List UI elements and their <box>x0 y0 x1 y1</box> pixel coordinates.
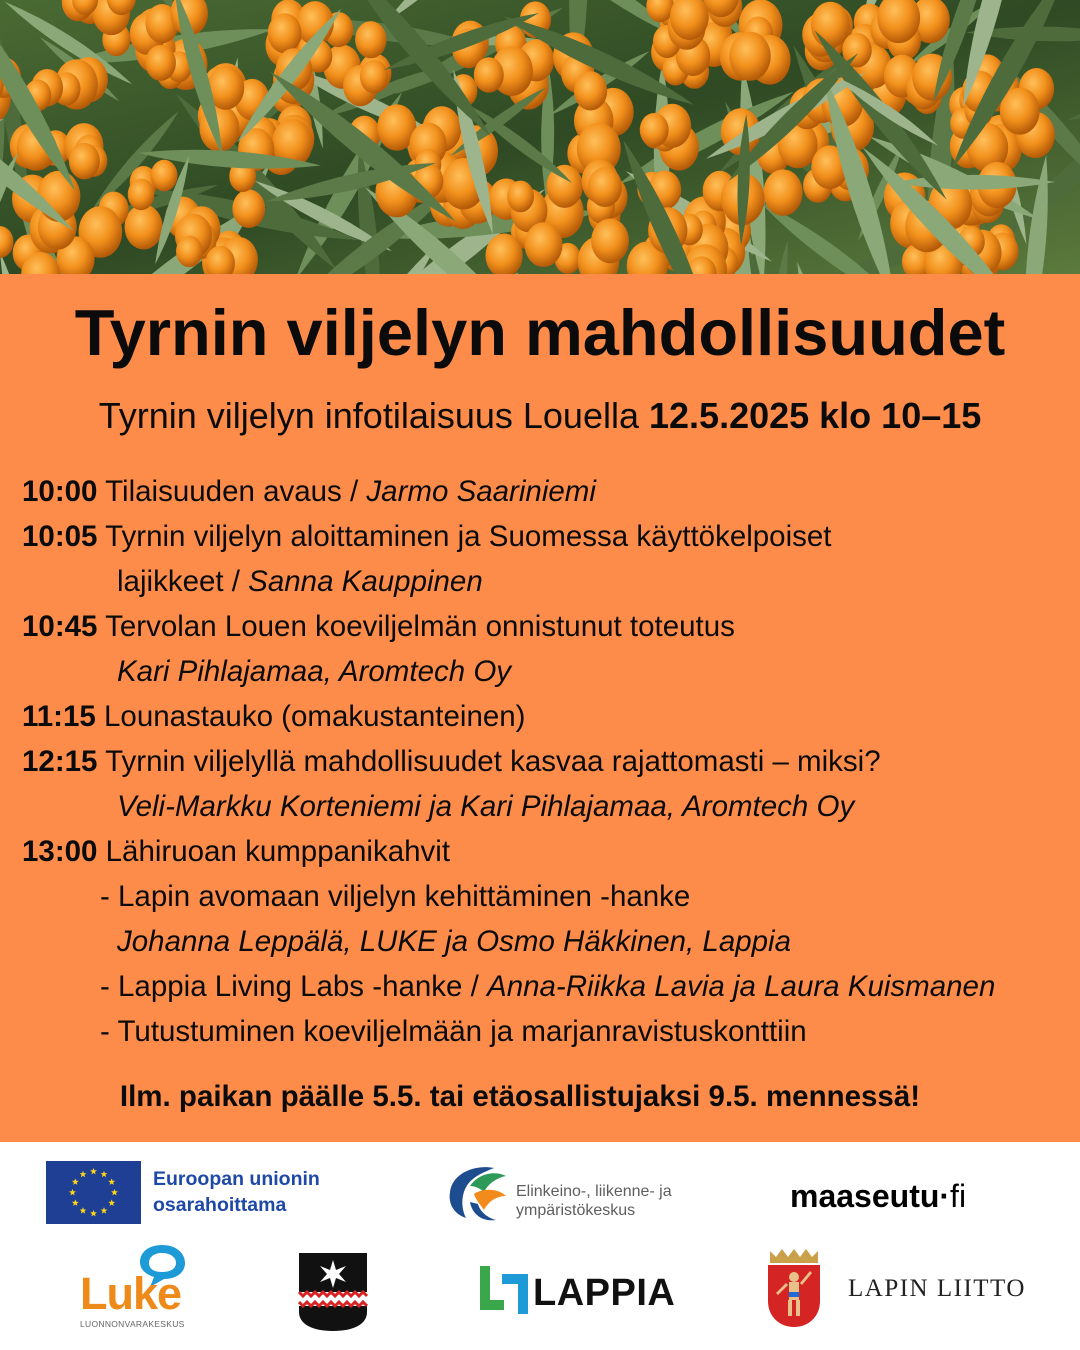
lapin-liitto-crest-icon <box>764 1247 824 1329</box>
program-subitem: - Lapin avomaan viljelyn kehittäminen -hanke <box>100 880 691 913</box>
program-list <box>22 469 1072 1054</box>
program-subitem: - Tutustuminen koeviljelmään ja marjanravistuskonttiin <box>100 1015 807 1048</box>
luke-logo-text: Luke <box>80 1268 182 1319</box>
eu-line1: Euroopan unionin <box>153 1168 320 1190</box>
logo-bar <box>0 1142 1080 1350</box>
ely-line1: Elinkeino-, liikenne- ja <box>516 1183 672 1200</box>
program-text: Tyrnin viljelyllä mahdollisuudet kasvaa rajattomasti – miksi? <box>97 745 881 778</box>
luke-subtitle: LUONNONVARAKESKUS <box>80 1319 185 1329</box>
program-time: 13:00 <box>22 835 98 868</box>
registration-note: Ilm. paikan päälle 5.5. tai etäosallistujaksi 9.5. mennessä! <box>119 1080 921 1113</box>
program-time: 11:15 <box>22 700 96 733</box>
program-item <box>22 739 1072 784</box>
ely-text <box>516 1182 672 1220</box>
lapin-liitto-text: LAPIN LIITTO <box>848 1275 1026 1302</box>
ely-line2: ympäristökeskus <box>516 1202 636 1219</box>
program-item-continued <box>22 559 1072 604</box>
program-speaker: Jarmo Saariniemi <box>366 475 596 508</box>
maaseutu-dot: · <box>939 1178 951 1214</box>
event-date: 12.5.2025 klo 10–15 <box>649 395 982 436</box>
program-speaker: Kari Pihlajamaa, Aromtech Oy <box>117 655 512 688</box>
ely-logo-icon <box>444 1162 510 1226</box>
program-item <box>22 469 1072 514</box>
tervola-coat-of-arms-icon <box>298 1252 368 1332</box>
maaseutu-logo <box>790 1176 966 1216</box>
sea-buckthorn-photo <box>0 0 1080 274</box>
program-subitem-text: - Lappia Living Labs -hanke / <box>100 970 488 1003</box>
program-text: Tervolan Louen koeviljelmän onnistunut toteutus <box>97 610 735 643</box>
eu-line2: osarahoittama <box>153 1194 287 1216</box>
program-item <box>22 694 1072 739</box>
program-text: Tilaisuuden avaus / <box>97 475 367 508</box>
program-time: 10:45 <box>22 610 98 643</box>
event-subtitle <box>0 392 1080 440</box>
program-speaker: Sanna Kauppinen <box>248 565 483 598</box>
program-text: lajikkeet / <box>117 565 249 598</box>
lappia-mark-icon <box>478 1262 530 1318</box>
program-text: Lähiruoan kumppanikahvit <box>97 835 451 868</box>
program-subitem <box>22 964 1072 1009</box>
program-speaker: Johanna Leppälä, LUKE ja Osmo Häkkinen, Lappia <box>117 925 792 958</box>
program-speaker: Veli-Markku Korteniemi ja Kari Pihlajamaa, Aromtech Oy <box>117 790 855 823</box>
hero-photo <box>0 0 1080 274</box>
program-speaker: Anna-Riikka Lavia ja Laura Kuismanen <box>487 970 996 1003</box>
lappia-logo-text: LAPPIA <box>533 1272 676 1314</box>
program-time: 10:00 <box>22 475 98 508</box>
eu-funding-text <box>153 1166 320 1218</box>
content-panel <box>0 274 1080 1142</box>
subtitle-text: Tyrnin viljelyn infotilaisuus Louella <box>98 395 649 436</box>
program-item <box>22 829 1072 874</box>
program-item <box>22 604 1072 649</box>
maaseutu-main: maaseutu <box>790 1178 940 1214</box>
eu-flag-icon <box>46 1161 141 1224</box>
program-time: 10:05 <box>22 520 98 553</box>
program-item <box>22 514 1072 559</box>
program-text: Tyrnin viljelyn aloittaminen ja Suomessa käyttökelpoiset <box>97 520 832 553</box>
page-title: Tyrnin viljelyn mahdollisuudet <box>74 296 1006 369</box>
program-text: Lounastauko (omakustanteinen) <box>95 700 526 733</box>
program-time: 12:15 <box>22 745 98 778</box>
maaseutu-fi: fi <box>950 1178 967 1214</box>
